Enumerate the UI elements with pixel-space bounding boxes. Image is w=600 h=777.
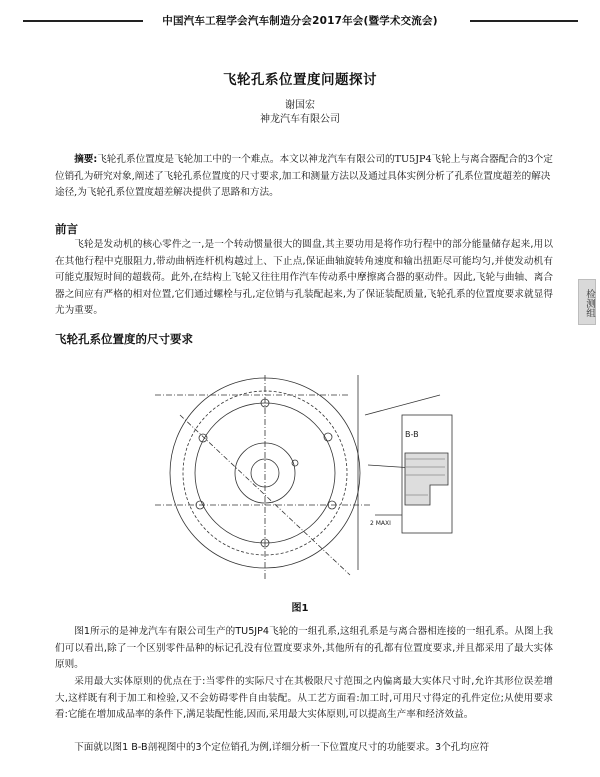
abstract-label: 摘要:: [74, 154, 98, 165]
author-affiliation: 神龙汽车有限公司: [260, 114, 340, 125]
section-label: B-B: [405, 430, 419, 439]
figure-caption: 图1: [291, 603, 309, 614]
flywheel-drawing: [140, 355, 470, 585]
paragraph-figure-description: 图1所示的是神龙汽车有限公司生产的TU5JP4飞轮的一组孔系,这组孔系是与离合器相连接的一组孔系。从图上我们可以看出,除了一个区别零件品种的标记孔没有位置度要求外,其他所有的孔都有位置度要求,并且都采用了最大实体原则。: [55, 626, 553, 670]
intro-paragraph: 飞轮是发动机的核心零件之一,是一个转动惯量很大的圆盘,其主要功用是将作功行程中的部分能量储存起来,用以在其他行程中克服阻力,带动曲柄连杆机构越过上、下止点,保证曲轴旋转角速度和输出扭距尽可能均匀,并使发动机有可能克服短时间的超载荷。此外,在结构上飞轮又往往用作汽车传动系中摩擦离合器的驱动件。因此,飞轮与曲轴、离合器之间应有严格的相对位置,它们通过螺栓与孔,定位销与孔装配起来,为了保证装配质量,飞轮孔系的位置度要求就显得尤为重要。: [55, 239, 553, 316]
header-rule-left: [23, 20, 143, 22]
paper-title: 飞轮孔系位置度问题探讨: [223, 72, 377, 88]
author-name: 谢国宏: [285, 100, 315, 111]
paragraph-locating-holes: 下面就以图1 B-B剖视图中的3个定位销孔为例,详细分析一下位置度尺寸的功能要求。3个孔均应符: [74, 742, 490, 753]
running-head: 中国汽车工程学会汽车制造分会2017年会(暨学术交流会): [162, 15, 438, 27]
flywheel-outer-rim: [170, 378, 360, 568]
section-profile: [405, 453, 448, 505]
abstract: [55, 152, 555, 202]
leader-note-1: [365, 395, 440, 415]
side-tab: 检测组: [578, 279, 596, 325]
header-rule-right: [470, 20, 578, 22]
dimension-label: 2 MAXI: [370, 520, 391, 527]
paragraph-mmc-principle: 采用最大实体原则的优点在于:当零件的实际尺寸在其极限尺寸范围之内偏离最大实体尺寸时,允许其形位误差增大,这样既有利于加工和检验,又不会妨碍零件自由装配。从工艺方面看:加工时,可用尺寸得定的孔件定位;从使用要求看:它能在增加成品率的条件下,满足装配性能,因而,采用最大实体原则,可以提高生产率和经济效益。: [55, 676, 553, 720]
section-heading-requirements: 飞轮孔系位置度的尺寸要求: [55, 332, 193, 346]
section-heading-intro: 前言: [55, 222, 78, 236]
abstract-text: 飞轮孔系位置度是飞轮加工中的一个难点。本文以神龙汽车有限公司的TU5JP4飞轮上与离合器配合的3个定位销孔为研究对象,阐述了飞轮孔系位置度的尺寸要求,加工和测量方法以及通过具体实例分析了孔系位置度超差的解决途径,为飞轮孔系位置度超差解决提供了思路和方法。: [55, 154, 553, 198]
